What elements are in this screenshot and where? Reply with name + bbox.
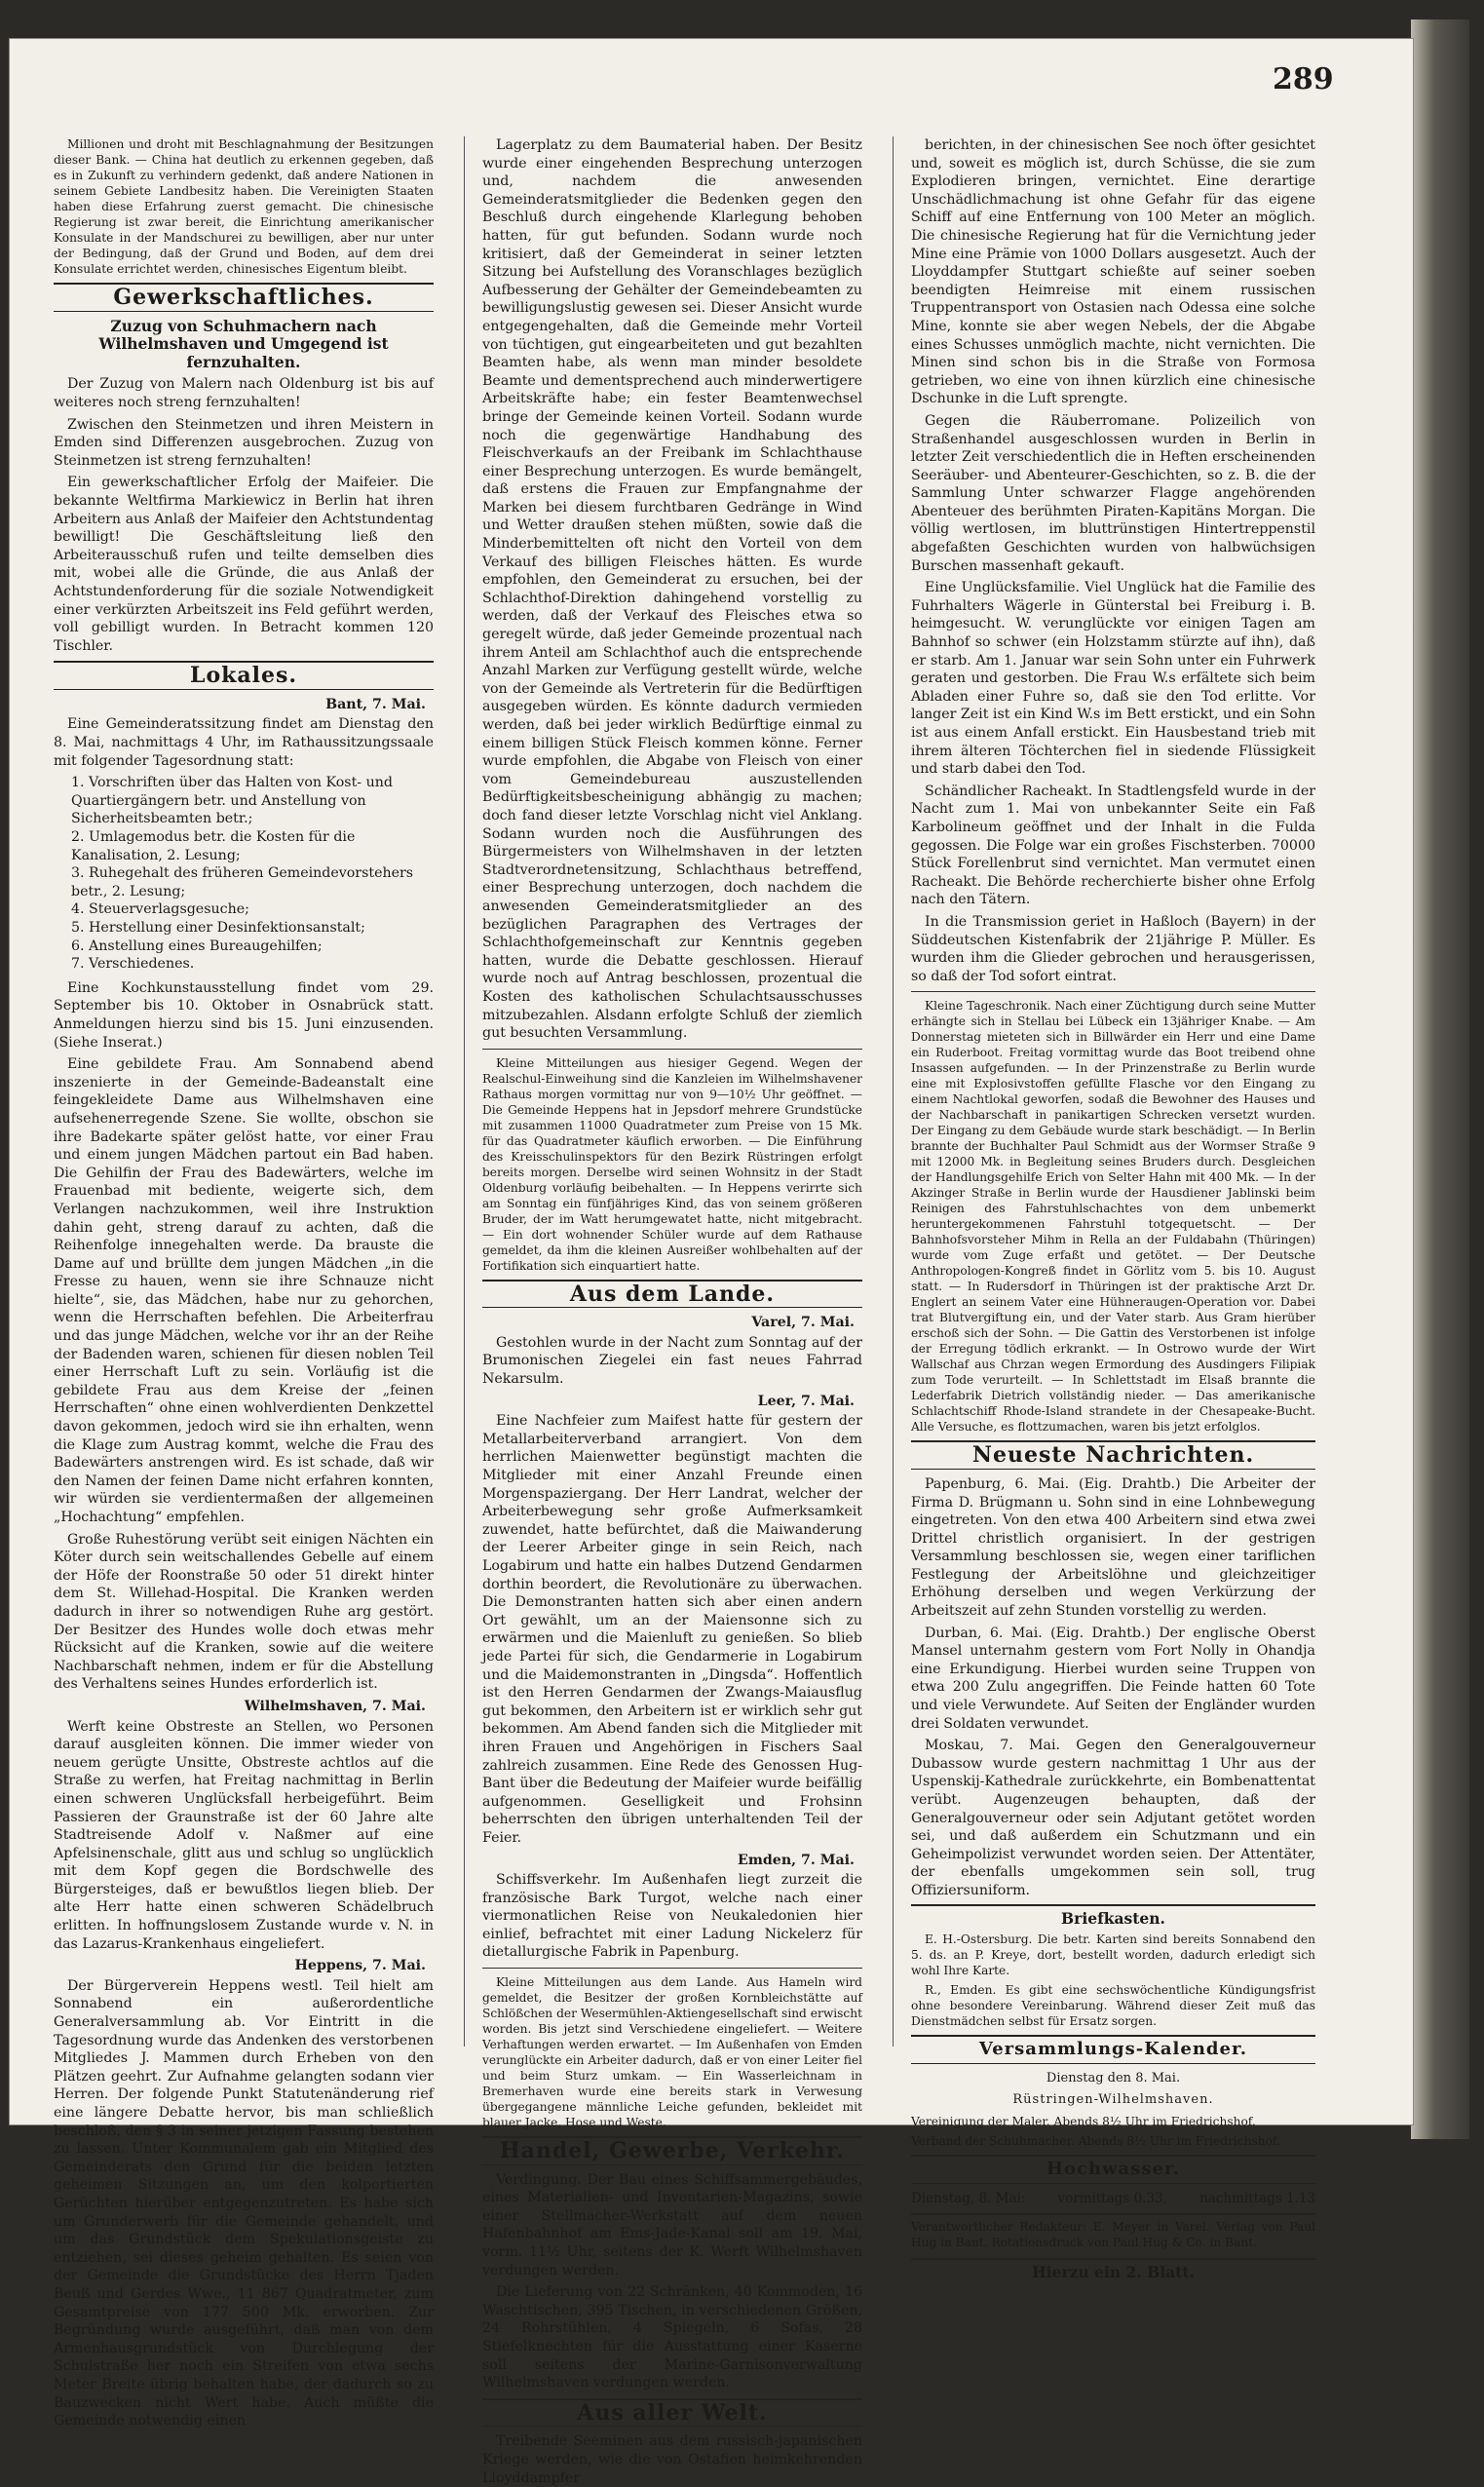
agenda-item: 4. Steuerverlagsgesuche; [71, 901, 249, 918]
section-title-versammlungs-kalender: Versammlungs-Kalender. [911, 2035, 1315, 2064]
agenda-item: 5. Herstellung einer Desinfektionsanstalt; [71, 920, 365, 936]
calendar-entry: Vereinigung der Maler. Abends 8½ Uhr im Friedrichshof. [911, 2114, 1256, 2128]
column-rule [464, 136, 465, 2047]
dateline: Bant, 7. Mai. [325, 696, 426, 712]
dateline: Varel, 7. Mai. [751, 1315, 855, 1331]
column-2 [482, 136, 862, 2486]
divider [482, 1049, 862, 1050]
paragraph: Papenburg, 6. Mai. (Eig. Drahtb.) Die Arbeiter der Firma D. Brügmann u. Sohn sind in eine Lohnbewegung eingetreten. Von den etwa 400 Arbeitern sind etwa zwei Drittel christlich organisiert. In der gestrigen Versammlung beschlossen sie, wegen einer tariflichen Festlegung der Arbeitslöhne und gleichzeitiger Erhöhung derselben und wegen Verkürzung der Arbeitszeit auf zehn Stunden vorstellig zu werden. [911, 1475, 1315, 1620]
paragraph: Eine Gemeinderatssitzung findet am Dienstag den 8. Mai, nachmittags 4 Uhr, im Rathaussitzungssaale mit folgender Tagesordnung statt: [54, 716, 434, 769]
column-rule [893, 136, 894, 2047]
agenda-item: 6. Anstellung eines Bureaugehilfen; [71, 937, 323, 954]
agenda-item: 2. Umlagemodus betr. die Kosten für die Kanalisation, 2. Lesung; [71, 829, 356, 863]
paragraph: Schiffsverkehr. Im Außenhafen liegt zurzeit die französische Bark Turgot, welche nach einer viermonatlichen Reise von Neukaledonien hier einlief, befrachtet mit einer Ladung Nickelerz für dietallurgische Fabrik in Papenburg. [482, 1872, 862, 1961]
paragraph: Kleine Tageschronik. Nach einer Züchtigung durch seine Mutter erhängte sich in Stellau bei Lübeck ein 13jähriger Knabe. — Am Donnerstag mieteten sich in Billwärder ein Herr und eine Dame ein Ruderboot. Freitag vormittag wurde das Boot treibend ohne Insassen aufgefunden. — In der Prinzenstraße zu Berlin wurde eine mit Explosivstoffen gefüllte Flasche vor den Eingang zu einem Nachtlokal geworfen, sodaß die Bewohner des Hauses und der Nachbarschaft in panikartigen Schrecken versetzt wurden. Der Eingang zu dem Gebäude wurde stark beschädigt. — In Berlin brannte der Buchhalter Paul Schmidt aus der Wormser Straße 9 mit 12000 Mk. in Begleitung seines Bruders durch. Desgleichen der Handlungsgehilfe Erich von Selter Hahn mit 400 Mk. — In der Akzinger Straße in Berlin wurde der Hausdiener Jablinski beim Reinigen des Fahrstuhlschachtes von dem unbemerkt heruntergekommenen Fahrstuhl totgequetscht. — Der Bahnhofsvorsteher Mihm in Rella an der Fuldabahn (Thüringen) wurde vom Zuge erfaßt und getötet. — Der Deutsche Anthropologen-Kongreß findet in Görlitz vom 5. bis 10. August statt. — In Rudersdorf in Thüringen ist der praktische Arzt Dr. Englert an seinem Vater eine Hühneraugen-Operation vor. Dabei trat Blutvergiftung ein, und der Vater starb. Aus Gram hierüber erschoß sich der Sohn. — Die Gattin des Verstorbenen ist infolge der Erregung tödlich erkrankt. — In Ostrowo wurde der Wirt Wallschaf aus Chrzan wegen Ermordung des Ausdingers Filipiak zum Tode verurteilt. — In Schlettstadt im Elsaß brannte die Lederfabrik Dietrich vollständig nieder. — Das amerikanische Schlachtschiff Rhode-Island strandete in der Chesapeake-Bucht. Alle Versuche, es flottzumachen, waren bis jetzt erfolglos. [911, 999, 1315, 1435]
section-title-gewerkschaftliches: Gewerkschaftliches. [54, 283, 434, 312]
section-title-hochwasser: Hochwasser. [911, 2155, 1315, 2184]
book-spine-edge [1411, 19, 1469, 2139]
tide-day: Dienstag, 8. Mai: [911, 2190, 1026, 2206]
paragraph: Kleine Mitteilungen aus hiesiger Gegend. Wegen der Realschul-Einweihung sind die Kanzleien im Wilhelmshavener Rathaus morgen vormittag nur von 9—10½ Uhr geöffnet. — Die Gemeinde Heppens hat in Jepsdorf mehrere Grundstücke mit zusammen 11000 Quadratmeter zum Preise von 15 Mk. für das Quadratmeter käuflich erworben. — Die Einführung des Kreisschulinspektors für den Bezirk Rüstringen erfolgt bereits morgen. Derselbe wird seinen Wohnsitz in der Stadt Oldenburg vorläufig beibehalten. — In Heppens verirrte sich am Sonntag ein fünfjähriges Kind, das von seinem größeren Bruder, der im Watt herumgewatet hatte, nicht mitgebracht. — Ein dort wohnender Schüler wurde auf dem Rathause gemeldet, da ihm die kleinen Ausreißer wohlbehalten auf der Fortifikation sich einquartiert hatte. [482, 1055, 862, 1273]
paragraph: Durban, 6. Mai. (Eig. Drahtb.) Der englische Oberst Mansel unternahm gestern vom Fort Nolly in Ohandja eine Erkundigung. Hierbei wurden seine Truppen von etwa 200 Zulu angegriffen. Die Feinde hatten 60 Tote und viele Verwundete. Auf Seiten der Engländer wurden drei Soldaten verwundet. [911, 1625, 1315, 1732]
paragraph: Der Zuzug von Malern nach Oldenburg ist bis auf weiteres noch streng fernzuhalten! [54, 376, 434, 410]
page-number: 289 [1273, 62, 1334, 96]
supplement-note: Hierzu ein 2. Blatt. [1032, 2263, 1195, 2282]
paragraph: E. H.-Ostersburg. Die betr. Karten sind bereits Sonnabend den 5. ds. an P. Kreye, dort, bestellt worden, dadurch erledigt sich wohl Ihre Karte. [911, 1932, 1315, 1978]
paragraph: Gegen die Räuberromane. Polizeilich von Straßenhandel ausgeschlossen wurden in Berlin in letzter Zeit verschiedentlich die in Heften erscheinenden Seeräuber- und Abenteurer-Geschichten, so z. B. die der Sammlung Unter schwarzer Flagge angehörenden Abenteuer des berühmten Piraten-Kapitäns Morgan. Die völlig wertlosen, im bluttrünstigen Hintertreppenstil abgefaßten Geschichten wurden von halbwüchsigen Burschen massenhaft gekauft. [911, 412, 1315, 574]
paragraph: Eine Unglücksfamilie. Viel Unglück hat die Familie des Fuhrhalters Wägerle in Günterstal bei Freiburg i. B. heimgesucht. W. verunglückte vor einigen Tagen am Bahnhof so schwer (ein Holzstamm stürzte auf ihn), daß er starb. Am 1. Januar war sein Sohn unter ein Fuhrwerk geraten und gestorben. Die Frau W.s erfältete sich beim Abladen einer Fuhre so, daß sie den Tod erlitte. Vor langer Zeit ist ein Kind W.s im Bett erstickt, und ein Sohn ist aus einem Anfall erstickt. Ein Hausbestand trieb mit ihrem älteren Töchterchen fiel in siedende Flüssigkeit und starb dabei den Tod. [911, 580, 1315, 778]
section-title-aus-dem-lande: Aus dem Lande. [482, 1280, 862, 1309]
paragraph: Eine gebildete Frau. Am Sonnabend abend inszenierte in der Gemeinde-Badeanstalt eine feingekleidete Dame aus Wilhelmshaven eine aufsehenerregende Szene. Sie wollte, obschon sie ihre Badekarte später gelöst hatte, vor einer Frau und einem jungen Mädchen partout ein Bad haben. Die Gehilfin der Frau des Badewärters, welche im Frauenbad mit bediente, weigerte sich, dem Verlangen nachzukommen, weil ihre Instruktion dahin geht, streng darauf zu achten, daß die Reihenfolge innegehalten werde. Da brauste die Dame auf und brüllte dem jungen Mädchen „in die Fresse zu hauen, wenn sie ihre Schnauze nicht hielte“, sie, das Mädchen, habe nur zu gehorchen, wenn die Herrschaften befehlen. Die Arbeiterfrau und das junge Mädchen, welche vor ihr an der Reihe der Badenden waren, schienen für diesen noblen Teil einer Herrschaft Luft zu sein. Vorläufig ist die gebildete Frau aus dem Kreise der „feinen Herrschaften“ ohne einen wohlverdienten Denkzettel davon gekommen, jedoch wird sie ihn erhalten, wenn die Klage zum Austrag kommt, welche die Frau des Badewärters anstrengen wird. Es ist schade, daß wir den Namen der feinen Dame nicht erfahren konnten, wir würden sie verdientermaßen der allgemeinen „Hochachtung“ empfehlen. [54, 1056, 434, 1525]
calendar-entry: Verband der Schuhmacher. Abends 8½ Uhr im Friedrichshof. [911, 2133, 1280, 2148]
divider [482, 1968, 862, 1969]
paragraph: Schändlicher Racheakt. In Stadtlengsfeld wurde in der Nacht zum 1. Mai von unbekannter Seite ein Faß Karbolineum geöffnet und der Inhalt in die Fulda gegossen. Die Folge war ein großes Fischsterben. 70000 Stück Forellenbrut sind vernichtet. Man vermutet einen Racheakt. Die Behörde recherchierte bisher ohne Erfolg nach den Tätern. [911, 783, 1315, 908]
column-1 [54, 136, 434, 2430]
paragraph: berichten, in der chinesischen See noch öfter gesichtet und, soweit es möglich ist, durch Schüsse, die sie zum Explodieren bringen, vernichtet. Eine derartige Unschädlichmachung ist ohne Gefahr für das eigene Schiff auf eine Entfernung von 100 Meter an möglich. Die chinesische Regierung hat für die Vernichtung jeder Mine eine Prämie von 1000 Dollars ausgesetzt. Auch der Lloyddampfer Stuttgart schießte auf seiner soeben beendigten Heimreise mit einem russischen Truppentransport von Ostasien nach Odessa eine solche Mine, konnte sie aber wegen Nebels, der die Abgabe eines Schusses unmöglich machte, nicht vernichten. Die Minen sind schon bis in die Straße von Formosa getrieben, wo eine von ihnen kürzlich eine chinesische Dschunke in die Luft sprengte. [911, 137, 1315, 407]
paragraph: Verdingung. Der Bau eines Schiffsammergebäudes, eines Materialien- und Inventarien-Magazins, sowie einer Stellmacher-Werkstatt auf dem neuen Hafenbahnhof am Ems-Jade-Kanal soll am 19. Mai, vorm. 11½ Uhr, seitens der K. Werft Wilhelmshaven verdungen werden. [482, 2171, 862, 2278]
tide-row [911, 2190, 1315, 2208]
divider [911, 991, 1315, 992]
tide-afternoon: nachmittags 1.13 [1199, 2190, 1315, 2206]
paragraph: Kleine Mitteilungen aus dem Lande. Aus Hameln wird gemeldet, die Besitzer der großen Kornbleichstätte auf Schlößchen der Wesermühlen-Aktiengesellschaft sind erwischt worden. Bis jetzt sind Verschiedene eingeliefert. — Weitere Verhaftungen werden erwartet. — Im Außenhafen von Emden verunglückte ein Arbeiter dadurch, daß er von einer Leiter fiel und beim Sturz umkam. — Ein Wasserleichnam in Bremerhaven wurde eine bereits stark in Verwesung übergegangene männliche Leiche gefunden, bekleidet mit blauer Jacke, Hose und Weste. [482, 1975, 862, 2130]
tide-morning: vormittags 0.33, [1057, 2190, 1167, 2206]
section-title-aus-aller-welt: Aus aller Welt. [482, 2398, 862, 2428]
paragraph: Eine Nachfeier zum Maifest hatte für gestern der Metallarbeiterverband arrangiert. Von dem herrlichen Maienwetter begünstigt machten die Mitglieder mit einer Anzahl Freunde einen Morgenspaziergang. Der Herr Landrat, welcher der Arbeiterbewegung sehr große Aufmerksamkeit zuwendet, hatte befürchtet, daß die Maiwanderung der Leerer Arbeiter ginge in sein Reich, nach Logabirum und hatte ein halbes Dutzend Gendarmen dorthin beordert, die Revolutionäre zu überwachen. Die Demonstranten hatten sich aber einen andern Ort gewählt, um an der Maiensonne sich zu erwärmen und die Maienluft zu genießen. So blieb jede Partei für sich, die Gendarmerie in Logabirum und die Maidemonstranten in „Dingsda“. Hoffentlich ist den Herren Gendarmen der Zwangs-Maiausflug gut bekommen, den Arbeitern ist er wirklich sehr gut bekommen. Am Abend fanden sich die Mitglieder mit ihren Frauen und Angehörigen in Fischers Saal zahlreich zusammen. Eine Rede des Genossen Hug-Bant über die Bedeutung der Maifeier wurde beifällig aufgenommen. Geselligkeit und Frohsinn beherrschten den übrigen unterhaltenden Teil der Feier. [482, 1413, 862, 1846]
agenda-item: 3. Ruhegehalt des früheren Gemeindevorstehers betr., 2. Lesung; [71, 865, 414, 899]
section-title-lokales: Lokales. [54, 661, 434, 690]
dateline: Leer, 7. Mai. [757, 1393, 855, 1409]
paragraph: Treibende Seeminen aus dem russisch-japanischen Kriege werden, wie die von Ostafien heimkehrenden Lloyddampfer [482, 2433, 862, 2486]
intro-text: Millionen und droht mit Beschlagnahmung der Besitzungen dieser Bank. — China hat deutlich zu erkennen gegeben, daß es in Zukunft zu verhindern gedenkt, daß andere Nationen in seinem Gebiete Landbesitz haben. Die Vereinigten Staaten haben diese Erfahrung zuerst gemacht. Die chinesische Regierung ist zwar bereit, die Einrichtung amerikanischer Konsulate in der Mandschurei zu bewilligen, aber nur unter der Bedingung, daß der Grund und Boden, auf dem drei Konsulate errichtet werden, chinesisches Eigentum bleibt. [54, 137, 434, 276]
paragraph: Die Lieferung von 22 Schränken, 40 Kommoden, 16 Waschtischen, 395 Tischen, in verschiedenen Größen, 24 Rohrstühlen, 4 Spiegeln, 6 Sofas, 28 Stiefelknechten für die Ausstattung einer Kaserne soll seitens der Marine-Garnisonverwaltung Wilhelmshaven verdungen werden. [482, 2284, 862, 2391]
paragraph: Werft keine Obstreste an Stellen, wo Personen darauf ausgleiten können. Die immer wieder von neuem gerügte Unsitte, Obstreste achtlos auf die Straße zu werfen, hat Freitag nachmittag in Berlin einen schweren Unglücksfall herbeigeführt. Beim Passieren der Graunstraße ist der 60 Jahre alte Stadtreisende Adolf v. Naßmer auf eine Apfelsinenschale, glitt aus und schlug so unglücklich mit dem Kopf gegen die Bordschwelle des Bürgersteiges, daß er bewußtlos liegen blieb. Der alte Herr hatte einen schweren Schädelbruch erlitten. In hoffnungslosem Zustande wurde v. N. in das Lazarus-Krankenhaus eingeliefert. [54, 1718, 434, 1952]
paragraph: Große Ruhestörung verübt seit einigen Nächten ein Köter durch sein weitschallendes Gebelle auf einem der Höfe der Roonstraße 50 oder 51 direkt hinter dem St. Willehad-Hospital. Die Kranken werden dadurch in ihrer so notwendigen Ruhe arg gestört. Der Besitzer des Hundes wolle doch etwas mehr Rücksicht auf die Kranken, sowie auf die weitere Nachbarschaft nehmen, indem er für die Abstellung des Verhaltens seines Hundes erforderlich ist. [54, 1531, 434, 1693]
paragraph: Moskau, 7. Mai. Gegen den Generalgouverneur Dubassow wurde gestern nachmittag 1 Uhr aus der Uspenskij-Kathedrale zurückkehrte, ein Bombenattentat verübt. Augenzeugen behaupten, daß der Generalgouverneur oder sein Adjutant getötet worden sei, und daß außerdem ein Schutzmann und ein Geheimpolizist verwundet worden seien. Der Attentäter, der ebenfalls umgekommen sein soll, trug Offiziersuniform. [911, 1738, 1315, 1898]
section-title-briefkasten: Briefkasten. [911, 1904, 1315, 1929]
column-3 [911, 136, 1315, 2282]
agenda-item: 7. Verschiedenes. [71, 956, 195, 973]
calendar-place: Rüstringen-Wilhelmshaven. [1012, 2092, 1214, 2108]
paragraph: Zwischen den Steinmetzen und ihren Meistern in Emden sind Differenzen ausgebrochen. Zuzug von Steinmetzen ist streng fernzuhalten! [54, 416, 434, 469]
paragraph: Der Bürgerverein Heppens westl. Teil hielt am Sonnabend ein außerordentliche Generalversammlung ab. Vor Eintritt in die Tagesordnung wurde das Andenken des verstorbenen Mitgliedes J. Mammen durch Erheben von den Plätzen geehrt. Zur Aufnahme gelangten sodann vier Herren. Der folgende Punkt Statutenänderung rief eine längere Debatte hervor, bis man schließlich beschloß, den § 3 in seiner jetzigen Fassung bestehen zu lassen. Unter Kommunalem gab ein Mitglied des Gemeinderats den Grund für die beiden letzten geheimen Sitzungen an, um den kolportierten Gerüchten hierüber entgegenzutreten. Es habe sich um Grunderwerb für die Gemeinde gehandelt, und um das Grundstück dem Spekulationsgeiste zu entziehen, sei dieses geheim gehalten. Es seien von der Gemeinde die Grundstücke des Herrn Tjaden Beuß und Gerdes Wwe., 11 867 Quadratmeter, zum Gesamtpreise von 177 500 Mk. erworben. Zur Begründung wurde ausgeführt, daß man von dem Armenhausgrundstück von Durchlegung der Schulstraße her noch ein Streifen von etwa sechs Meter Breite übrig behalten habe, der dadurch so zu Bauzwecken nicht Wert habe. Auch müßte die Gemeinde notwendig einen [54, 1977, 434, 2430]
subheading: Zuzug von Schuhmachern nach Wilhelmshaven und Umgegend ist fernzuhalten. [98, 316, 389, 371]
dateline: Heppens, 7. Mai. [294, 1958, 426, 1974]
paragraph: Ein gewerkschaftlicher Erfolg der Maifeier. Die bekannte Weltfirma Markiewicz in Berlin hat ihren Arbeitern aus Anlaß der Maifeier den Achtstundentag bewilligt! Die Geschäftsleitung ließ den Arbeiterausschuß rufen und teilte demselben dies mit, wobei alle die Gründe, die aus Anlaß der Achtstundenforderung für die soziale Notwendigkeit einer verkürzten Arbeitszeit ins Feld geführt werden, voll gebilligt wurden. In Betracht kommen 120 Tischler. [54, 475, 434, 654]
section-title-handel: Handel, Gewerbe, Verkehr. [482, 2136, 862, 2165]
imprint-box [911, 2213, 1315, 2260]
paragraph: In die Transmission geriet in Haßloch (Bayern) in der Süddeutschen Kistenfabrik der 21jährige P. Müller. Es wurden ihm die Glieder gebrochen und herausgerissen, so daß der Tod sofort eintrat. [911, 913, 1315, 984]
paragraph: Lagerplatz zu dem Baumaterial haben. Der Besitz wurde einer eingehenden Besprechung unterzogen und, nachdem die anwesenden Gemeinderatsmitglieder die Bedenken gegen den Beschluß durch eingehende Klarlegung behoben hatten, für gut befunden. Sodann wurde noch kritisiert, daß der Gemeinderat in seiner letzten Sitzung bei Aufstellung des Voranschlages bezüglich Aufbesserung der Gehälter der Gemeindebeamten zu bewilligungslustig gewesen sei. Dieser Ansicht wurde entgegengehalten, daß die Gemeinde mehr Vorteil von tüchtigen, gut eingearbeiteten und gut bezahlten Beamten habe, als wenn man minder besoldete Beamte und dementsprechend auch minderwertigere Arbeitskräfte habe; ein fester Beamtenwechsel bringe der Gemeinde keinen Vorteil. Sodann wurde noch die gegenwärtige Handhabung des Fleischverkaufs an der Freibank im Schlachthause einer Besprechung unterzogen. Es wurde bemängelt, daß erstens die Frauen zur Empfangnahme der Marken bei diesem furchtbaren Gedränge in Wind und Wetter draußen stehen müßten, sowie daß die Minderbemittelten oft nicht den Vorteil von dem Verkauf des billigen Fleisches hätten. Es wurde empfohlen, den Gemeinderat zu ersuchen, bei der Schlachthof-Direktion dahingehend vorstellig zu werden, daß der Verkauf des Fleisches etwa so geregelt würde, daß jeder Gemeinde prozentual nach ihrem Anteil am Schlachthof auch die entsprechende Anzahl Marken zur Verfügung gestellt würde, welche von der Gemeinde als Vertreterin für die Bedürftigen ausgegeben würden. Es könnte dadurch vermieden werden, daß bei jeder wirklich Bedürftige einmal zu einem billigen Stück Fleisch kommen könne. Ferner wurde empfohlen, die Abgabe von Fleisch von einer vom Gemeindebureau auszustellenden Bedürftigkeitsbescheinigung abhängig zu machen; doch fand dieser letzte Vorschlag nicht viel Anklang. Sodann wurden noch die Ausführungen des Bürgermeisters von Wilhelmshaven in der letzten Stadtverordnetensitzung, Schlachthaus betreffend, einer Besprechung unterzogen, doch nachdem die anwesenden Gemeinderatsmitglieder an des bezüglichen Paragraphen des Vertrages der Schlachthofgemeinschaft zur Kenntnis gegeben hatten, wurde die Debatte geschlossen. Hierauf wurde noch auf Antrag beschlossen, prozentual die Kosten des katholischen Schulachtsausschusses mitzubezahlen. Alsdann erfolgte Schluß der ziemlich gut besuchten Versammlung. [482, 137, 862, 1042]
agenda-list [71, 774, 434, 974]
paragraph: Eine Kochkunstausstellung findet vom 29. September bis 10. Oktober in Osnabrück statt. Anmeldungen hierzu sind bis 15. Juni einzusenden. (Siehe Inserat.) [54, 979, 434, 1051]
dateline: Emden, 7. Mai. [738, 1852, 855, 1868]
section-title-neueste-nachrichten: Neueste Nachrichten. [911, 1440, 1315, 1470]
paragraph: R., Emden. Es gibt eine sechswöchentliche Kündigungsfrist ohne besondere Vereinbarung. Während dieser Zeit muß das Dienstmädchen selbst für Ersatz sorgen. [911, 1983, 1315, 2029]
calendar-date: Dienstag den 8. Mai. [1046, 2070, 1181, 2085]
dateline: Wilhelmshaven, 7. Mai. [244, 1698, 426, 1714]
agenda-item: 1. Vorschriften über das Halten von Kost- und Quartiergängern betr. und Anstellung von Sicherheitsbeamten betr.; [71, 775, 393, 827]
imprint: Verantwortlicher Redakteur: E. Meyer in Varel. Verlag von Paul Hug in Bant. Rotationsdruck von Paul Hug & Co. in Bant. [911, 2220, 1315, 2250]
paragraph: Gestohlen wurde in der Nacht zum Sonntag auf der Brumonischen Ziegelei ein fast neues Fahrrad Nekarsulm. [482, 1334, 862, 1388]
